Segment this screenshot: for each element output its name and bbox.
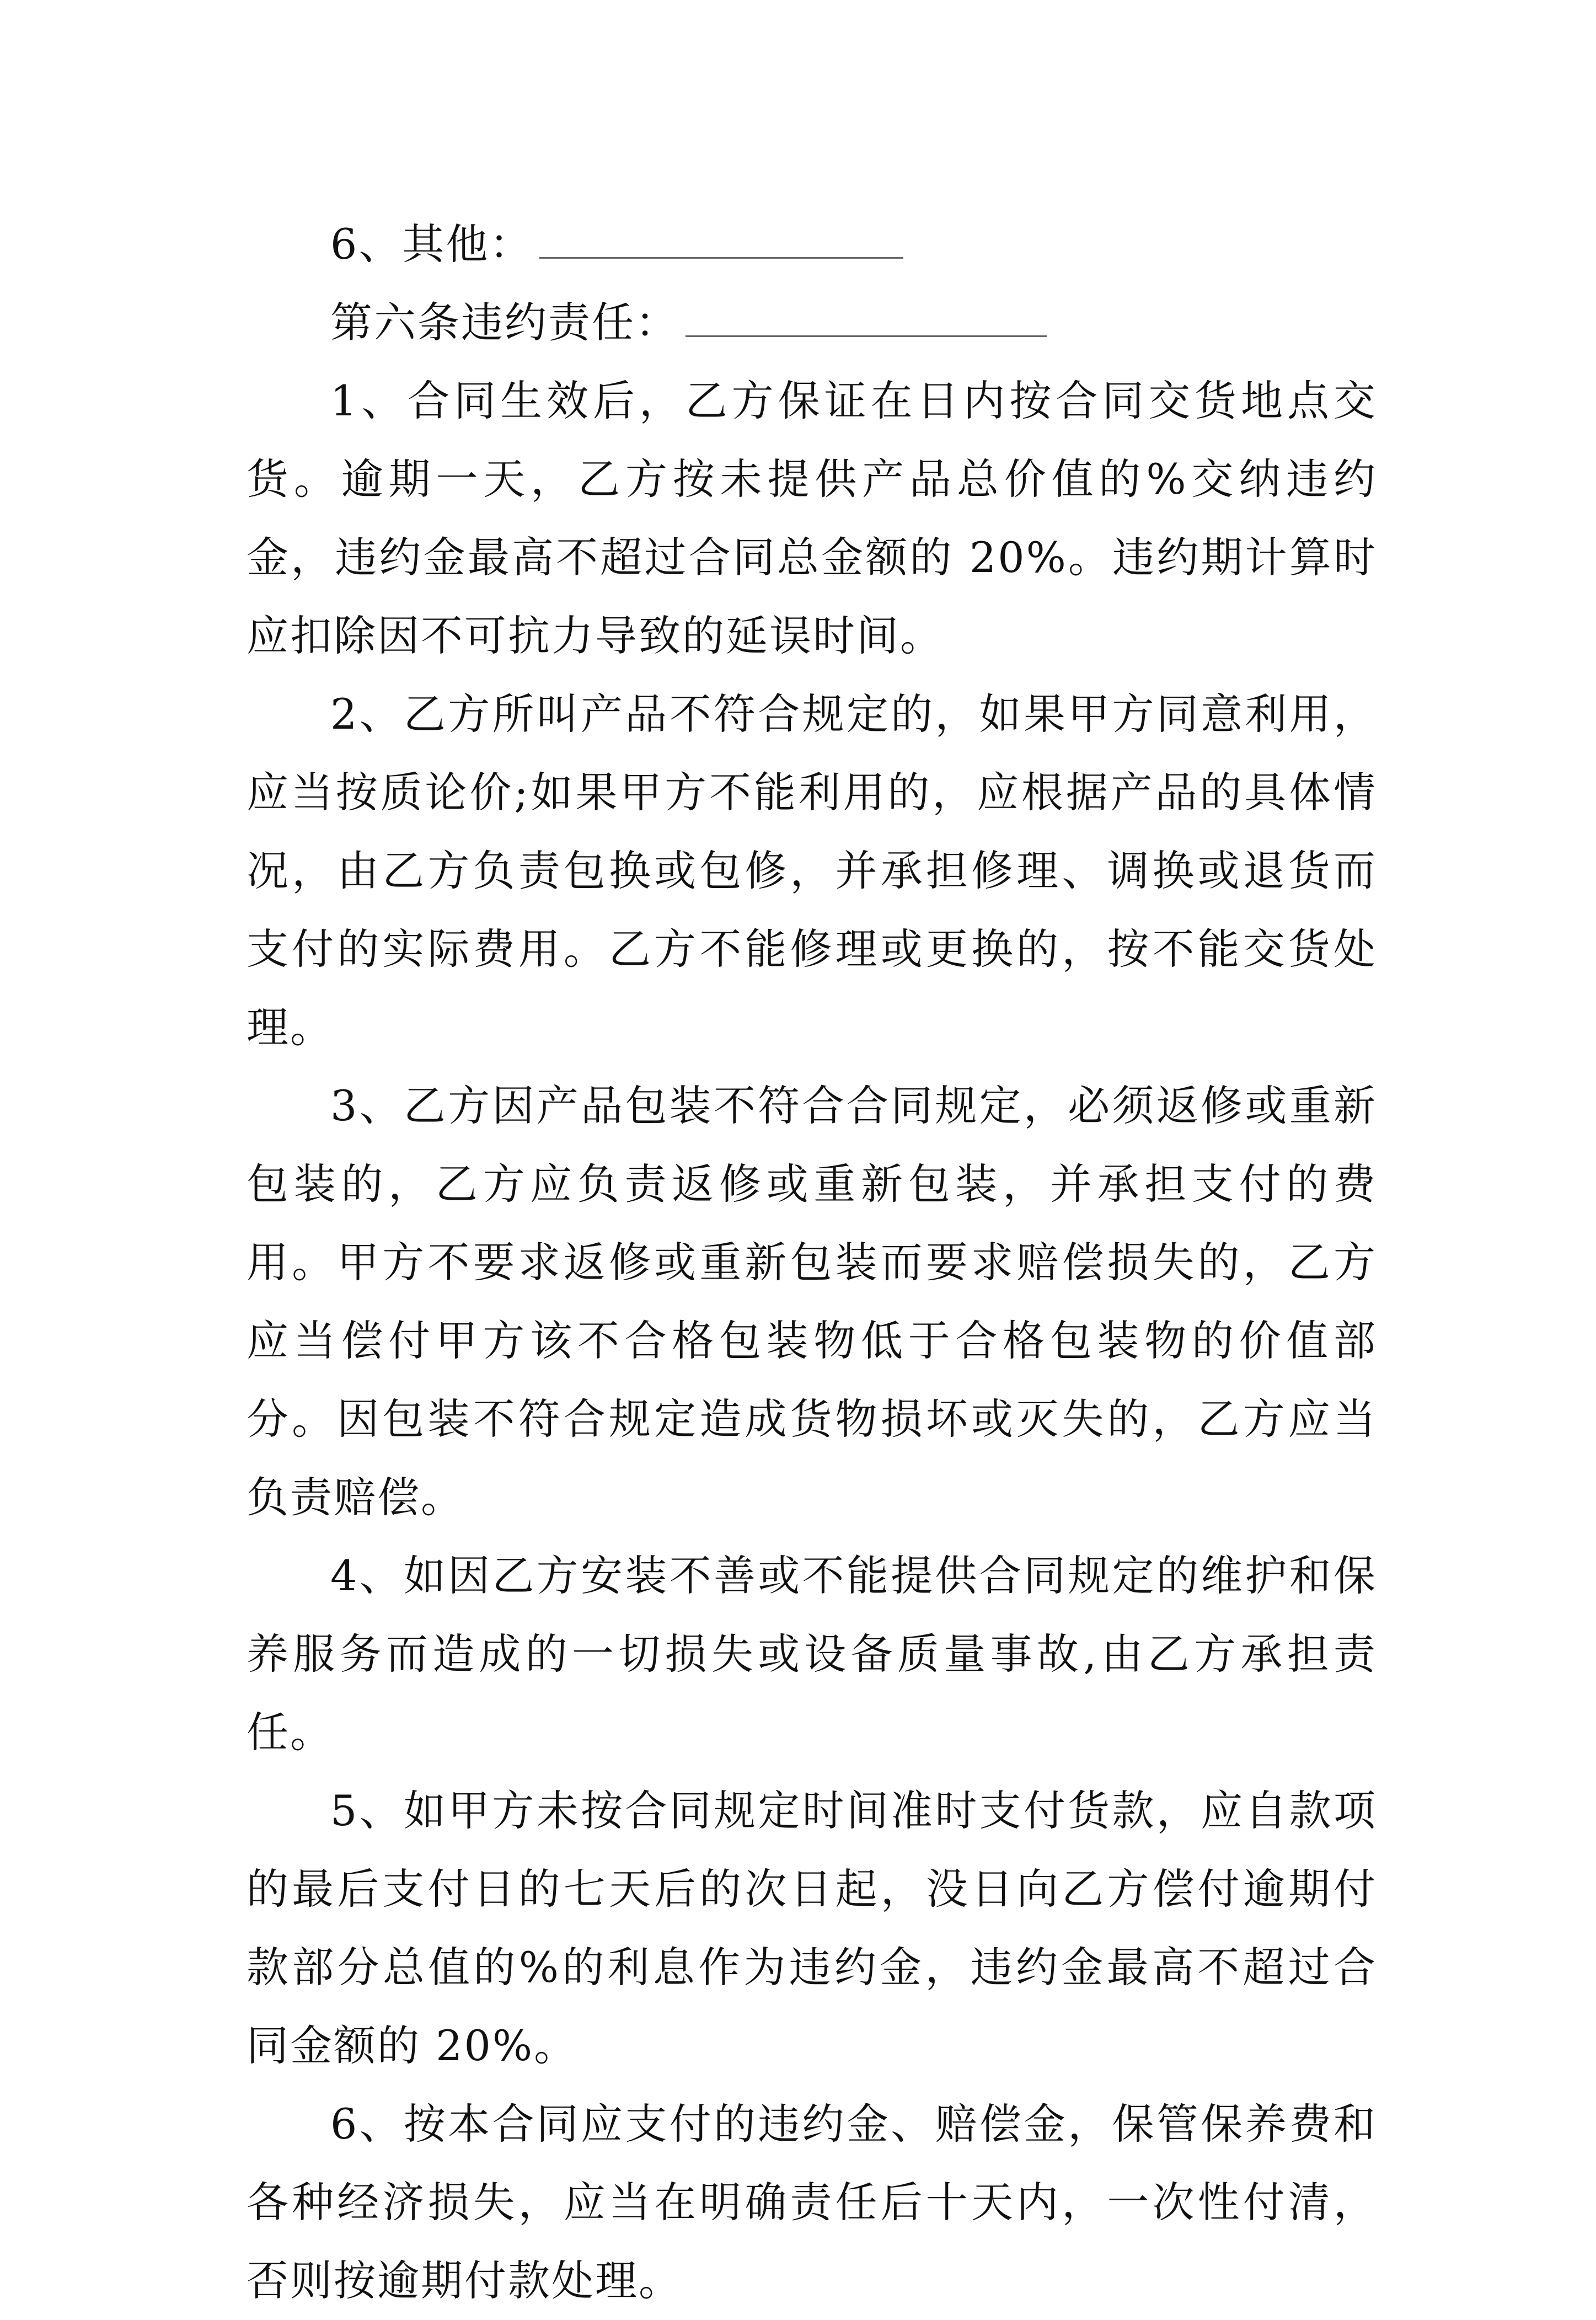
- paragraph-6: 6、按本合同应支付的违约金、赔偿金，保管保养费和各种经济损失，应当在明确责任后十天内，一次性付清，否则按逾期付款处理。: [247, 2099, 1377, 2305]
- liability-field-label: 第六条违约责任：: [330, 298, 679, 347]
- paragraph-4: 4、如因乙方安装不善或不能提供合同规定的维护和保养服务而造成的一切损失或设备质量事故,由乙方承担责任。: [247, 1551, 1377, 1757]
- liability-field-blank[interactable]: [685, 297, 1047, 337]
- paragraph-5: 5、如甲方未按合同规定时间准时支付货款，应自款项的最后支付日的七天后的次日起，没日向乙方偿付逾期付款部分总值的%的利息作为违约金，违约金最高不超过合同金额的 20%。: [247, 1786, 1377, 2070]
- other-field-blank[interactable]: [539, 218, 903, 259]
- paragraph-1: 1、合同生效后，乙方保证在日内按合同交货地点交货。逾期一天，乙方按未提供产品总价值的%交纳违约金，违约金最高不超过合同总金额的 20%。违约期计算时应扣除因不可抗力导致的延误时间。: [247, 376, 1377, 660]
- paragraph-2: 2、乙方所叫产品不符合规定的，如果甲方同意利用，应当按质论价;如果甲方不能利用的，应根据产品的具体情况，由乙方负责包换或包修，并承担修理、调换或退货而支付的实际费用。乙方不能修理或更换的，按不能交货处理。: [247, 689, 1377, 1052]
- liability-field: [247, 284, 1377, 362]
- document-body: [247, 205, 1377, 2320]
- other-field-label: 6、其他：: [330, 220, 533, 269]
- other-field: [247, 205, 1377, 284]
- paragraph-3: 3、乙方因产品包装不符合合同规定，必须返修或重新包装的，乙方应负责返修或重新包装，并承担支付的费用。甲方不要求返修或重新包装而要求赔偿损失的，乙方应当偿付甲方该不合格包装物低于合格包装物的价值部分。因包装不符合规定造成货物损坏或灭失的，乙方应当负责赔偿。: [247, 1081, 1377, 1522]
